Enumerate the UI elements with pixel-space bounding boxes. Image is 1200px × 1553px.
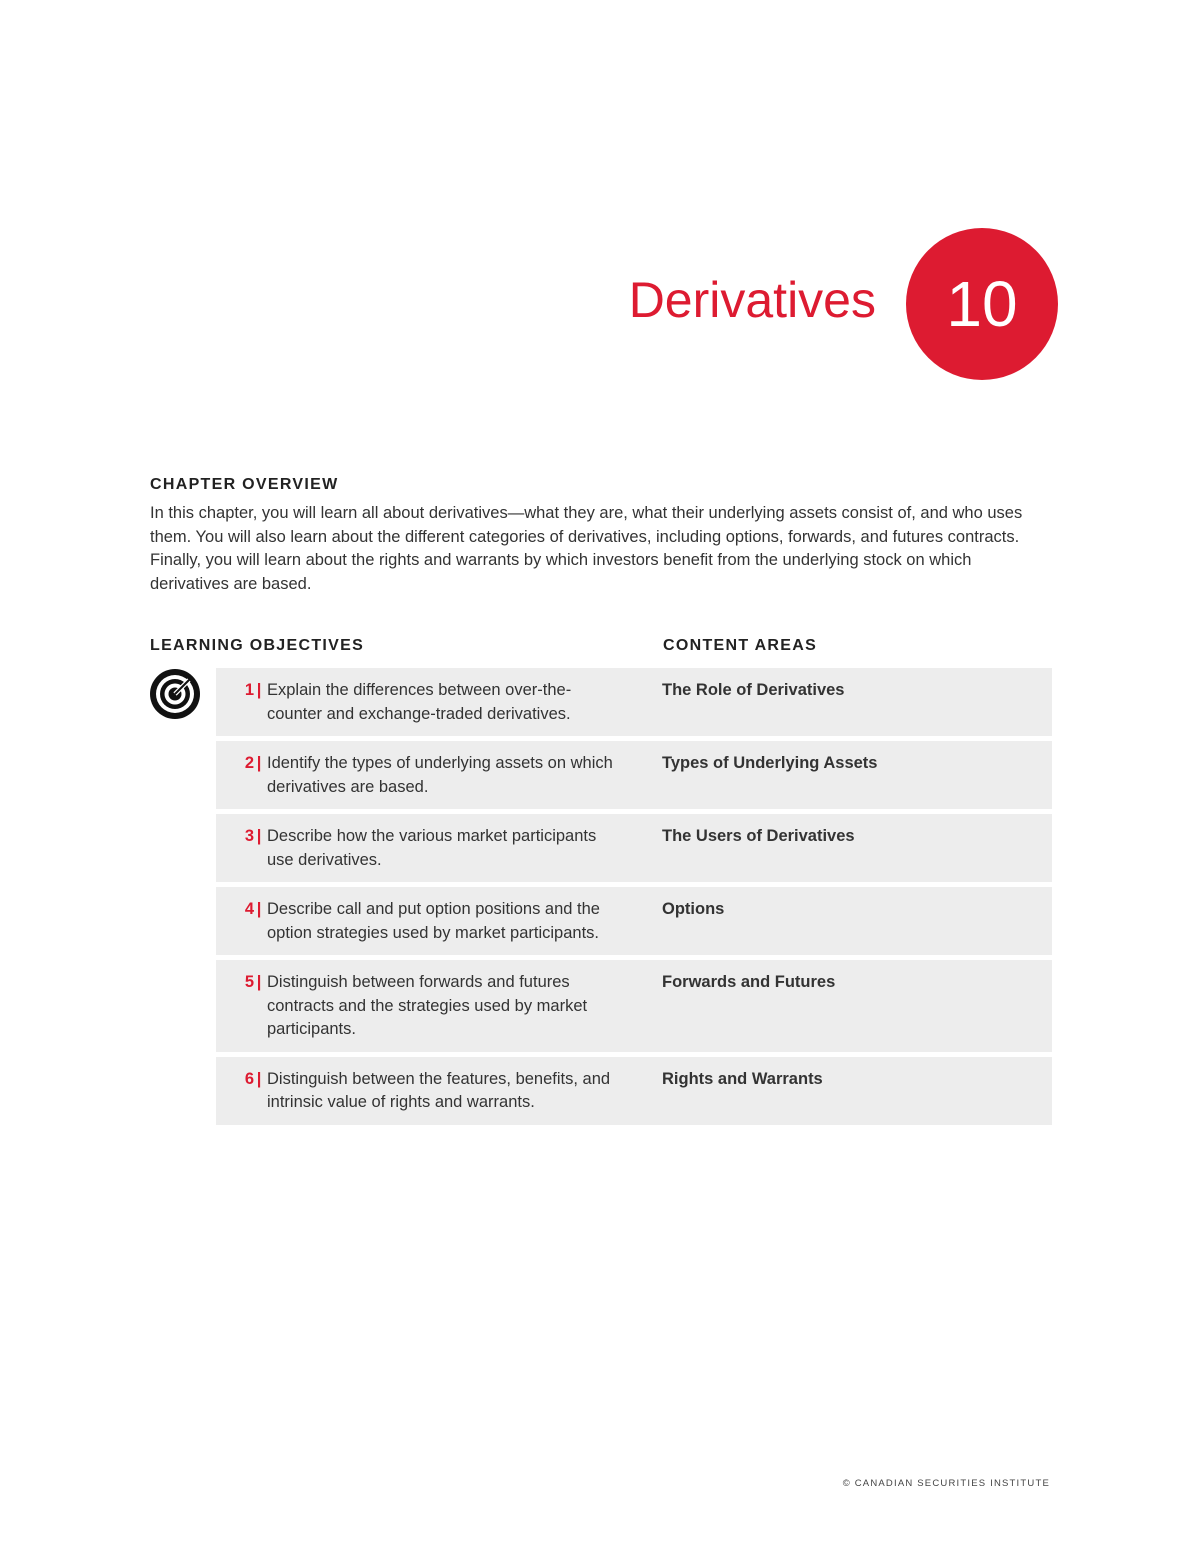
objective-number: 6 — [244, 1069, 254, 1088]
chapter-number-badge: 10 — [906, 228, 1058, 380]
content-area: Types of Underlying Assets — [662, 754, 878, 772]
chapter-title: Derivatives — [628, 272, 876, 328]
objective-separator: | — [256, 827, 262, 845]
objective-number: 2 — [244, 754, 254, 772]
objective-text: Describe call and put option positions and the option strategies used by market participants. — [267, 900, 600, 942]
chapter-overview-text: In this chapter, you will learn all about derivatives—what they are, what their underlying assets consist of, and who uses them. You will also learn about the different categories of derivatives, including options, forwards, and futures contracts. Finally, you will learn about the rights and warrants by which investors benefit from the underlying stock on which derivatives are based. — [150, 504, 1023, 593]
objective-text: Identify the types of underlying assets on which derivatives are based. — [267, 754, 613, 796]
target-icon — [149, 668, 201, 720]
objective-separator: | — [256, 754, 262, 772]
objective-separator: | — [256, 900, 262, 918]
objective-number: 1 — [244, 681, 254, 699]
objective-number: 4 — [244, 900, 254, 918]
objective-number: 3 — [244, 827, 254, 845]
content-area: The Users of Derivatives — [662, 827, 855, 845]
objective-text: Distinguish between forwards and futures contracts and the strategies used by market participants. — [267, 973, 588, 1038]
objective-row — [216, 1057, 1052, 1125]
content-area: The Role of Derivatives — [662, 681, 845, 699]
objective-separator: | — [256, 1069, 262, 1088]
content-areas-heading: CONTENT AREAS — [663, 637, 818, 654]
objective-text: Distinguish between the features, benefits, and intrinsic value of rights and warrants. — [267, 1069, 611, 1111]
chapter-overview-heading: CHAPTER OVERVIEW — [150, 476, 339, 493]
content-area: Options — [662, 900, 725, 918]
objectives-table — [216, 668, 1052, 1130]
objective-row — [216, 887, 1052, 955]
learning-objectives-heading: LEARNING OBJECTIVES — [150, 637, 365, 654]
objective-text: Describe how the various market participants use derivatives. — [267, 827, 597, 869]
objective-row — [216, 668, 1052, 736]
copyright-footer: © CANADIAN SECURITIES INSTITUTE — [842, 1478, 1050, 1489]
objective-text: Explain the differences between over-the-counter and exchange-traded derivatives. — [267, 681, 572, 723]
objective-number: 5 — [244, 973, 254, 991]
objective-separator: | — [256, 681, 262, 699]
objective-row — [216, 814, 1052, 882]
content-area: Rights and Warrants — [662, 1069, 823, 1088]
objective-row — [216, 960, 1052, 1052]
content-area: Forwards and Futures — [662, 973, 836, 991]
objective-row — [216, 741, 1052, 809]
objective-separator: | — [256, 973, 262, 991]
